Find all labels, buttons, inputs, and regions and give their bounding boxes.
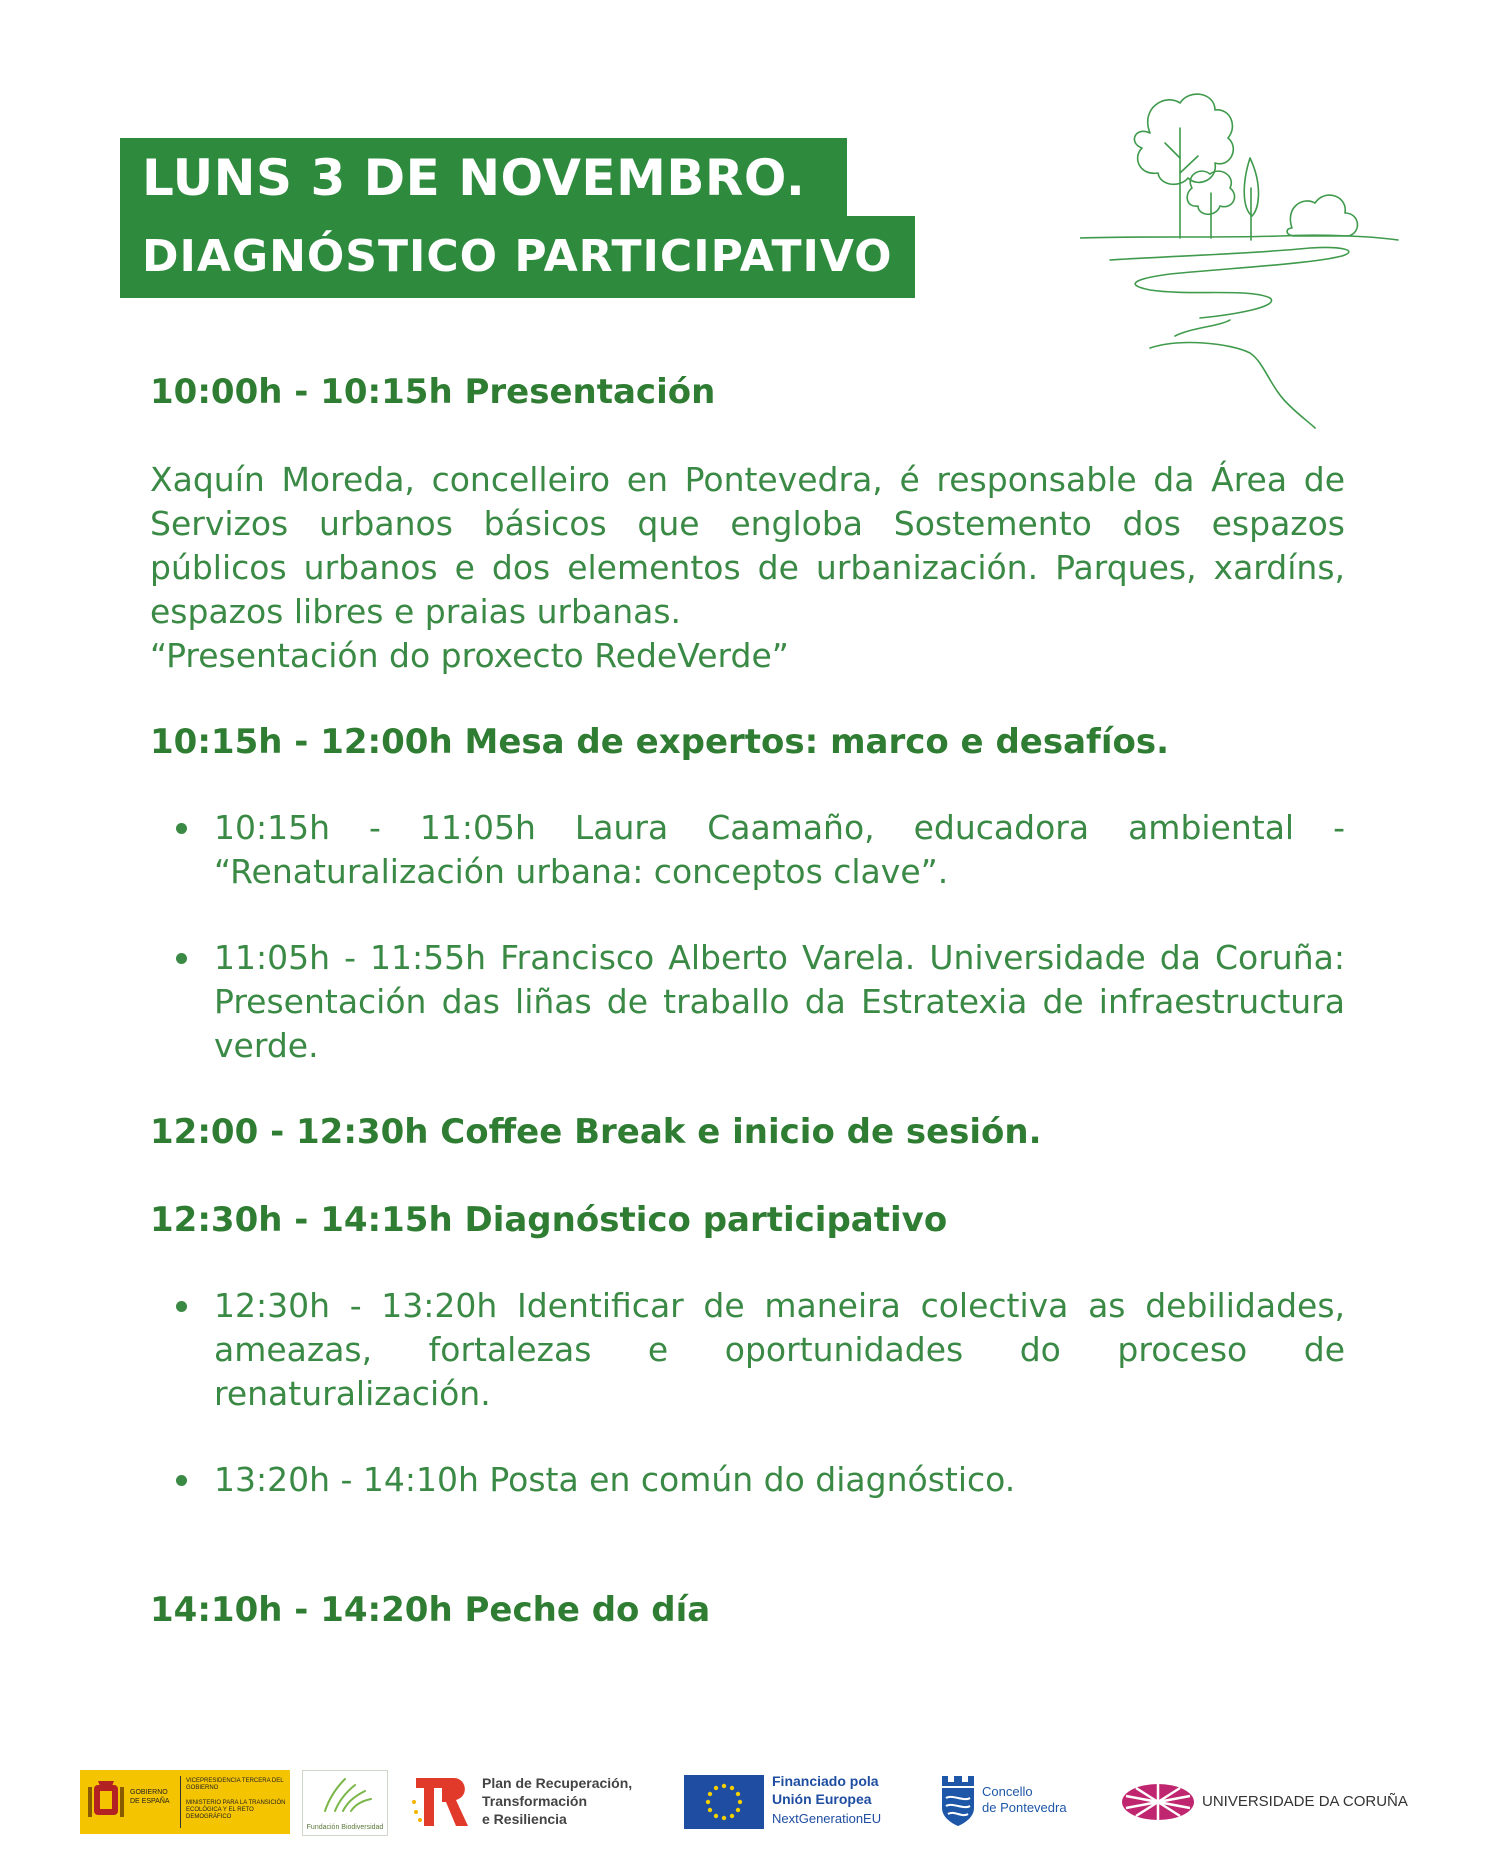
section-mesa-heading: 10:15h - 12:00h Mesa de expertos: marco e desafíos. (150, 722, 1169, 762)
fundacion-biodiversidad-logo (302, 1770, 388, 1836)
title-date: LUNS 3 DE NOVEMBRO. (120, 138, 847, 218)
fundacion-label: Fundación Biodiversidad (306, 1824, 384, 1831)
coat-of-arms-icon (86, 1777, 126, 1827)
title-subtitle: DIAGNÓSTICO PARTICIPATIVO (120, 216, 915, 298)
gobierno-espana-logo (80, 1770, 290, 1834)
program-content (150, 360, 1345, 1632)
section-coffee-heading: 12:00 - 12:30h Coffee Break e inicio de sesión. (150, 1112, 1042, 1152)
list-item (150, 806, 1345, 894)
gobierno-label: GOBIERNO DE ESPAÑA (130, 1789, 170, 1805)
eu-label-2: Unión Europea (772, 1791, 872, 1807)
concello-label-1: Concello (982, 1784, 1033, 1799)
section-peche-heading: 14:10h - 14:20h Peche do día (150, 1590, 711, 1630)
ministerio-label: MINISTERIO PARA LA TRANSICIÓN ECOLÓGICA Y EL RETO DEMOGRÁFICO (186, 1800, 286, 1820)
list-item-text: 11:05h - 11:55h Francisco Alberto Varela. Universidade da Coruña: Presentación das liñas de traballo da Estratexia de infraestructura verde. (214, 938, 1345, 1065)
plan-label-3: e Resiliencia (482, 1811, 567, 1827)
plan-label-2: Transformación (482, 1793, 588, 1809)
list-item (150, 936, 1345, 1068)
udc-logo (1120, 1770, 1420, 1834)
list-item-text: 12:30h - 13:20h Identificar de maneira colectiva as debilidades, ameazas, fortalezas e oportunidades do proceso de renaturalización. (214, 1286, 1345, 1413)
page-title (120, 138, 915, 298)
section-presentacion-quote: “Presentación do proxecto RedeVerde” (150, 636, 789, 675)
section-diagnostico-heading: 12:30h - 14:15h Diagnóstico participativo (150, 1200, 948, 1240)
divider (180, 1776, 181, 1828)
list-item (150, 1284, 1345, 1416)
eu-label-1: Financiado pola (772, 1773, 879, 1789)
list-item (150, 1458, 1345, 1502)
list-item-text: 13:20h - 14:10h Posta en común do diagnóstico. (214, 1460, 1016, 1499)
plan-label-1: Plan de Recuperación, (482, 1775, 633, 1791)
section-presentacion-heading: 10:00h - 10:15h Presentación (150, 372, 716, 412)
eu-funding-logo (684, 1770, 904, 1834)
concello-label-2: de Pontevedra (982, 1800, 1067, 1815)
eu-label-3: NextGenerationEU (772, 1811, 882, 1826)
list-item-text: 10:15h - 11:05h Laura Caamaño, educadora ambiental - “Renaturalización urbana: conceptos clave”. (214, 808, 1345, 891)
bullet-icon (176, 1301, 187, 1312)
vicepresidencia-label: VICEPRESIDENCIA TERCERA DEL GOBIERNO (186, 1778, 284, 1791)
bullet-icon (176, 1475, 187, 1486)
bullet-icon (176, 953, 187, 964)
section-presentacion-text: Xaquín Moreda, concelleiro en Pontevedra, é responsable da Área de Servizos urbanos básicos que engloba Sostemento dos espazos públicos urbanos e dos elementos de urbanización. Parques, xardíns, espazos libres e praias urbanas. (150, 460, 1345, 631)
pontevedra-crest-icon (940, 1774, 976, 1828)
bullet-icon (176, 823, 187, 834)
plan-recuperacion-logo (410, 1770, 650, 1834)
udc-label: UNIVERSIDADE DA CORUÑA (1202, 1793, 1408, 1810)
sponsor-logos (80, 1770, 1420, 1834)
eu-flag-icon (684, 1775, 764, 1829)
grass-icon (315, 1775, 375, 1813)
concello-pontevedra-logo (940, 1770, 1080, 1834)
mesa-bullet-list (150, 806, 1345, 1068)
tr-logo-icon (410, 1772, 474, 1832)
udc-emblem-icon (1120, 1780, 1196, 1824)
diagnostico-bullet-list (150, 1284, 1345, 1502)
